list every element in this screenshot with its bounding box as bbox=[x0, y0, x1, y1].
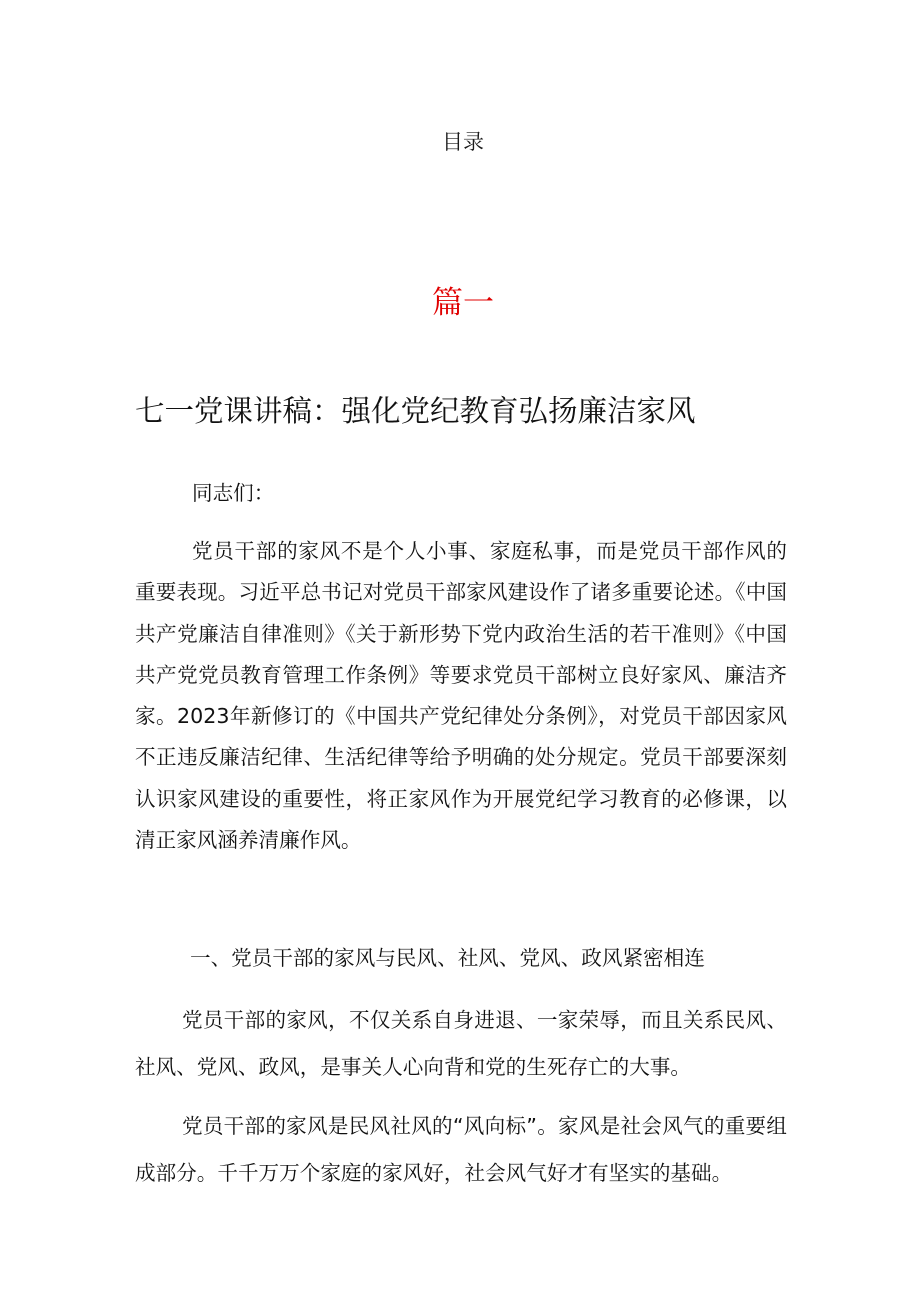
section-heading: 一、党员干部的家风与民风、社风、党风、政风紧密相连 bbox=[190, 946, 705, 970]
paragraph: 党员干部的家风，不仅关系自身进退、一家荣辱，而且关系民风、社风、党风、政风，是事关人心向背和党的生死存亡的大事。 bbox=[135, 1008, 787, 1079]
greeting: 同志们： bbox=[192, 481, 275, 505]
paragraph: 党员干部的家风是民风社风的“风向标”。家风是社会风气的重要组成部分。千千万万个家庭的家风好，社会风气好才有坚实的基础。 bbox=[135, 1114, 787, 1185]
paragraph: 党员干部的家风不是个人小事、家庭私事，而是党员干部作风的重要表现。习近平总书记对党员干部家风建设作了诸多重要论述。《中国共产党廉洁自律准则》《关于新形势下党内政治生活的若干准则》《中国共产党党员教育管理工作条例》等要求党员干部树立良好家风、廉洁齐家。2023年新修订的《中国共产党纪律处分条例》，对党员干部因家风不正违反廉洁纪律、生活纪律等给予明确的处分规定。党员干部要深刻认识家风建设的重要性，将正家风作为开展党纪学习教育的必修课，以清正家风涵养清廉作风。 bbox=[135, 539, 787, 853]
part-heading: 篇一 bbox=[432, 285, 494, 321]
toc-title: 目录 bbox=[442, 130, 484, 154]
document-title: 七一党课讲稿：强化党纪教育弘扬廉洁家风 bbox=[135, 394, 696, 428]
